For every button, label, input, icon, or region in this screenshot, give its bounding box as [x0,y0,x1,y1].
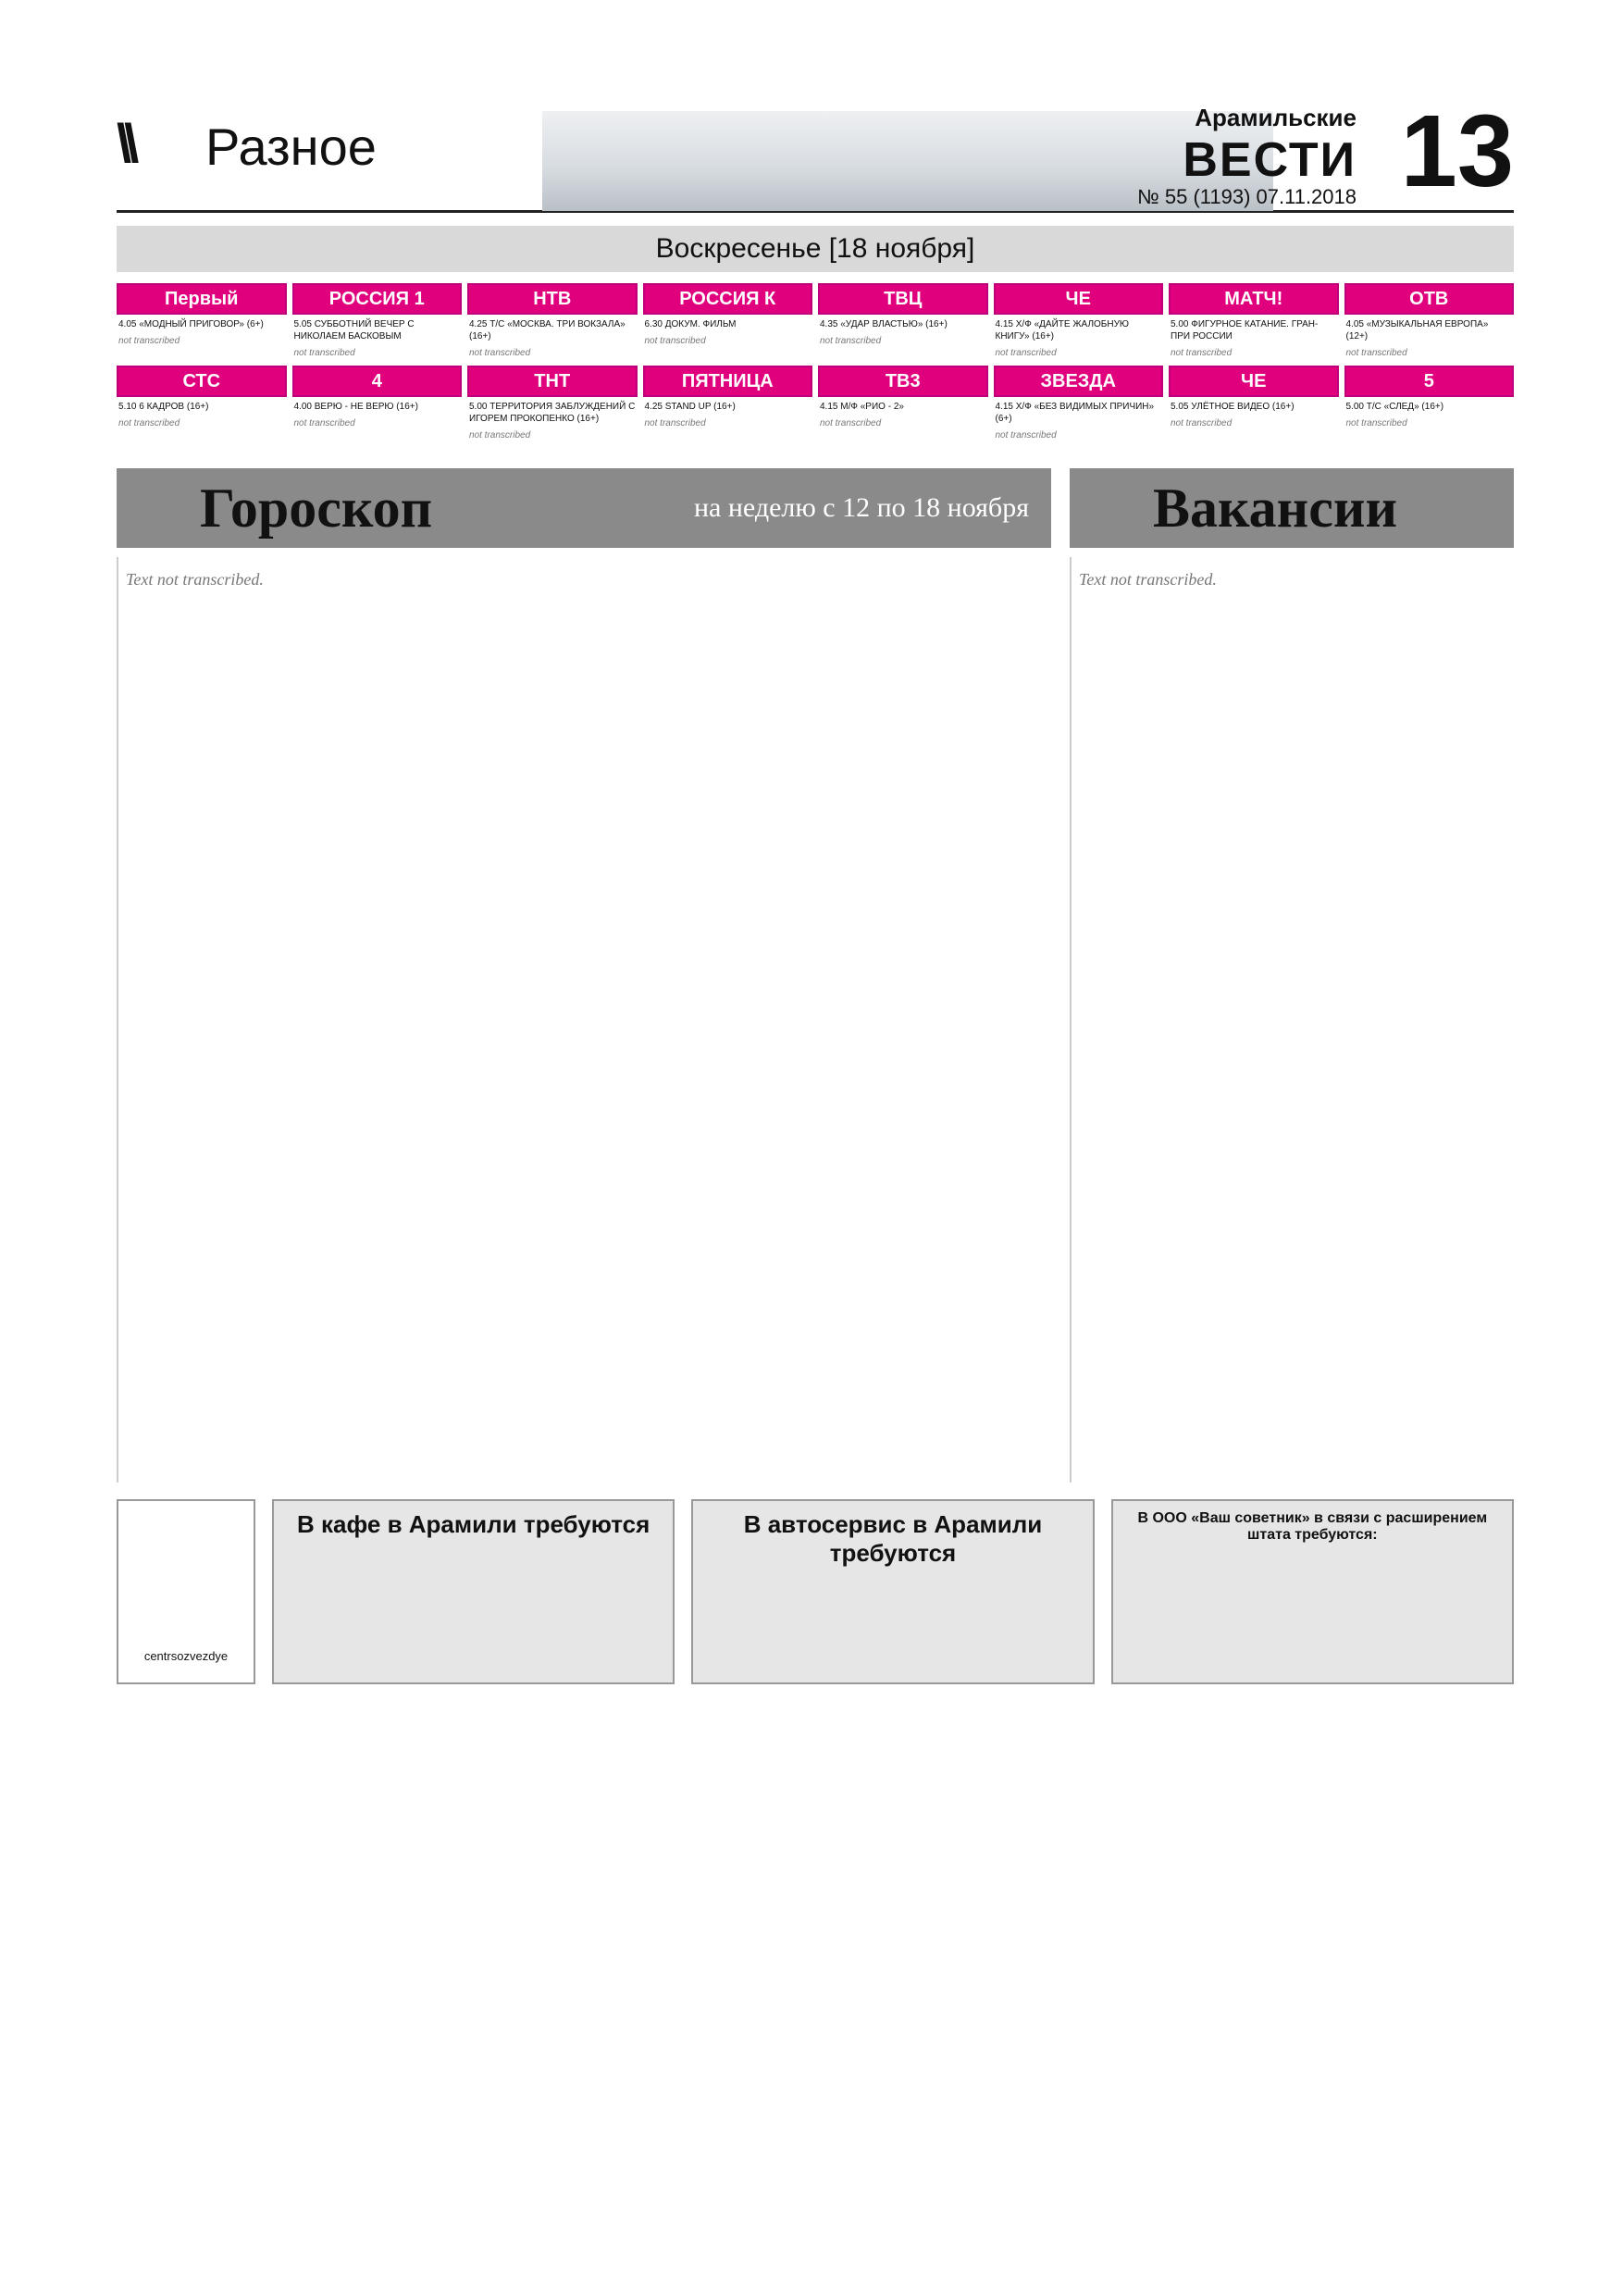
programme-list-placeholder: not transcribed [820,336,882,346]
horoscope-title: Гороскоп [200,477,433,539]
newspaper-page [117,93,1514,1684]
channel-logo: ПЯТНИЦА [643,366,813,397]
horoscope [117,468,1051,1483]
channel-logo: ТВ3 [818,366,988,397]
masthead [117,93,1514,213]
programme-item: 5.00 ФИГУРНОЕ КАТАНИЕ. ГРАН-ПРИ РОССИИ [1171,319,1319,341]
programme-list [1169,397,1339,416]
channel-logo: ТНТ [467,366,638,397]
programme-list-placeholder: not transcribed [118,418,180,428]
programme-list [994,315,1164,346]
tv-channel-column [994,283,1164,360]
programme-list [1344,397,1515,416]
tv-channel-column [117,283,287,360]
channel-logo: ЧЕ [1169,366,1339,397]
programme-item: 5.05 УЛЁТНОЕ ВИДЕО (16+) [1171,402,1295,412]
ad-cafe: В кафе в Арамили требуются [272,1499,675,1684]
channel-logo: СТС [117,366,287,397]
tv-channel-column [643,283,813,360]
tv-channel-column [1169,366,1339,442]
horoscope-subtitle: на неделю с 12 по 18 ноября [693,492,1029,523]
programme-list [292,397,463,416]
tv-channel-column [1344,366,1515,442]
programme-list-placeholder: not transcribed [1171,348,1233,358]
tv-channel-column [818,283,988,360]
vacancies [1070,468,1514,1483]
section-title: Разное [205,118,377,176]
section-slash-icon: \\ [117,114,132,174]
tv-channel-column [994,366,1164,442]
programme-list-placeholder: not transcribed [820,418,882,428]
programme-item: 4.05 «МОДНЫЙ ПРИГОВОР» (6+) [118,319,264,329]
programme-list-placeholder: not transcribed [644,418,706,428]
issue-number: № 55 (1193) 07.11.2018 [1137,185,1357,208]
tv-channel-column [467,366,638,442]
tv-channel-column [292,283,463,360]
vacancies-text-placeholder: Text not transcribed. [1070,557,1514,1483]
vacancies-title: Вакансии [1153,477,1398,539]
programme-item: 4.00 ВЕРЮ - НЕ ВЕРЮ (16+) [293,402,418,412]
tv-channel-column [467,283,638,360]
horoscope-header [117,468,1051,548]
programme-list [117,397,287,416]
tv-channel-column [117,366,287,442]
programme-item: 4.15 Х/Ф «ДАЙТЕ ЖАЛОБНУЮ КНИГУ» (16+) [995,319,1130,341]
channel-logo: ЧЕ [994,283,1164,315]
page-number: 13 [1400,94,1514,208]
programme-list [1169,315,1339,346]
programme-list [643,315,813,334]
tv-channel-column [643,366,813,442]
programme-item: 4.05 «МУЗЫКАЛЬНАЯ ЕВРОПА» (12+) [1345,319,1489,341]
programme-list [467,397,638,428]
programme-item: 5.10 6 КАДРОВ (16+) [118,402,209,412]
lower-section [117,468,1514,1483]
programme-item: 5.05 СУББОТНИЙ ВЕЧЕР С НИКОЛАЕМ БАСКОВЫМ [293,319,415,341]
ads-row [117,1499,1514,1684]
programme-list [292,315,463,346]
ad-advisor: В ООО «Ваш советник» в связи с расширением штата требуются: [1111,1499,1514,1684]
channel-logo: Первый [117,283,287,315]
programme-item: 5.00 Т/С «СЛЕД» (16+) [1345,402,1444,412]
programme-item: 4.25 STAND UP (16+) [644,402,736,412]
programme-list [643,397,813,416]
programme-list-placeholder: not transcribed [1345,418,1407,428]
channel-logo: НТВ [467,283,638,315]
programme-item: 6.30 ДОКУМ. ФИЛЬМ [644,319,737,329]
programme-list [994,397,1164,428]
channel-logo: ТВЦ [818,283,988,315]
horoscope-text-placeholder: Text not transcribed. [117,557,1051,1483]
programme-list-placeholder: not transcribed [293,418,355,428]
programme-item: 4.15 М/Ф «РИО - 2» [820,402,904,412]
tv-listing [117,283,1514,442]
programme-list [117,315,287,334]
channel-logo: РОССИЯ К [643,283,813,315]
channel-logo: 4 [292,366,463,397]
programme-list [818,315,988,334]
programme-list-placeholder: not transcribed [1171,418,1233,428]
programme-list-placeholder: not transcribed [469,430,531,441]
programme-item: 5.00 ТЕРРИТОРИЯ ЗАБЛУЖДЕНИЙ С ИГОРЕМ ПРОКОПЕНКО (16+) [469,402,636,424]
channel-logo: ОТВ [1344,283,1515,315]
programme-item: 4.25 Т/С «МОСКВА. ТРИ ВОКЗАЛА» (16+) [469,319,626,341]
programme-list-placeholder: not transcribed [293,348,355,358]
programme-list-placeholder: not transcribed [995,348,1057,358]
qr-code: centrsozvezdye [117,1499,255,1684]
programme-list [1344,315,1515,346]
channel-logo: ЗВЕЗДА [994,366,1164,397]
paper-name-big: ВЕСТИ [1183,133,1357,187]
channel-logo: РОССИЯ 1 [292,283,463,315]
programme-list [818,397,988,416]
tv-channel-column [1169,283,1339,360]
vacancies-header [1070,468,1514,548]
programme-list-placeholder: not transcribed [118,336,180,346]
programme-list [467,315,638,346]
tv-channel-column [818,366,988,442]
programme-list-placeholder: not transcribed [469,348,531,358]
day-header: Воскресенье [18 ноября] [117,226,1514,272]
programme-item: 4.15 Х/Ф «БЕЗ ВИДИМЫХ ПРИЧИН» (6+) [995,402,1155,424]
tv-channel-column [292,366,463,442]
programme-list-placeholder: not transcribed [995,430,1057,441]
programme-list-placeholder: not transcribed [1345,348,1407,358]
programme-item: 4.35 «УДАР ВЛАСТЬЮ» (16+) [820,319,948,329]
ad-autoservice: В автосервис в Арамили требуются [691,1499,1094,1684]
paper-logo [1183,104,1357,188]
tv-channel-column [1344,283,1515,360]
channel-logo: МАТЧ! [1169,283,1339,315]
paper-name-top: Арамильские [1195,104,1357,131]
channel-logo: 5 [1344,366,1515,397]
programme-list-placeholder: not transcribed [644,336,706,346]
